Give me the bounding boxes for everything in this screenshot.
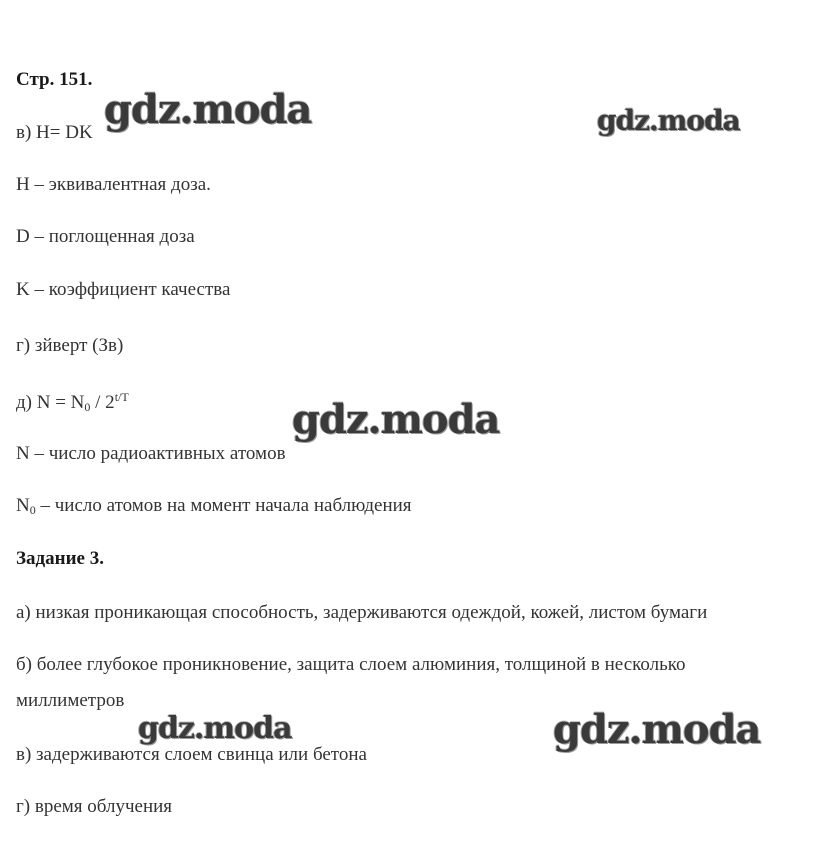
task-heading: Задание 3.	[16, 548, 104, 569]
answer-v: в) задерживаются слоем свинца или бетона	[16, 744, 367, 765]
definition-n: N – число радиоактивных атомов	[16, 443, 286, 464]
formula-equivalent-dose: в) H= DK	[16, 122, 93, 143]
watermark-logo: gdz.moda	[597, 104, 740, 137]
watermark-logo: gdz.moda	[104, 86, 312, 133]
watermark-logo: gdz.moda	[292, 396, 500, 443]
answer-g: г) время облучения	[16, 796, 173, 817]
answer-b-line2: миллиметров	[16, 690, 125, 711]
answer-a: а) низкая проникающая способность, задерживаются одеждой, кожей, листом бумаги	[16, 602, 708, 623]
watermark-logo: gdz.moda	[553, 706, 761, 753]
watermark-logo: gdz.moda	[138, 711, 292, 746]
definition-h: H – эквивалентная доза.	[16, 174, 211, 195]
page-heading: Стр. 151.	[16, 69, 93, 90]
definition-k: K – коэффициент качества	[16, 279, 231, 300]
formula-decay-law: д) $N = N_0 / 2^{t/T}$	[16, 390, 129, 414]
definition-n0: $N_0$ – число атомов на момент начала наблюдения	[16, 495, 412, 517]
answer-b-line1: б) более глубокое проникновение, защита слоем алюминия, толщиной в несколько	[16, 654, 686, 675]
definition-d: D – поглощенная доза	[16, 226, 195, 247]
unit-sievert: г) зйверт (Зв)	[16, 335, 124, 356]
